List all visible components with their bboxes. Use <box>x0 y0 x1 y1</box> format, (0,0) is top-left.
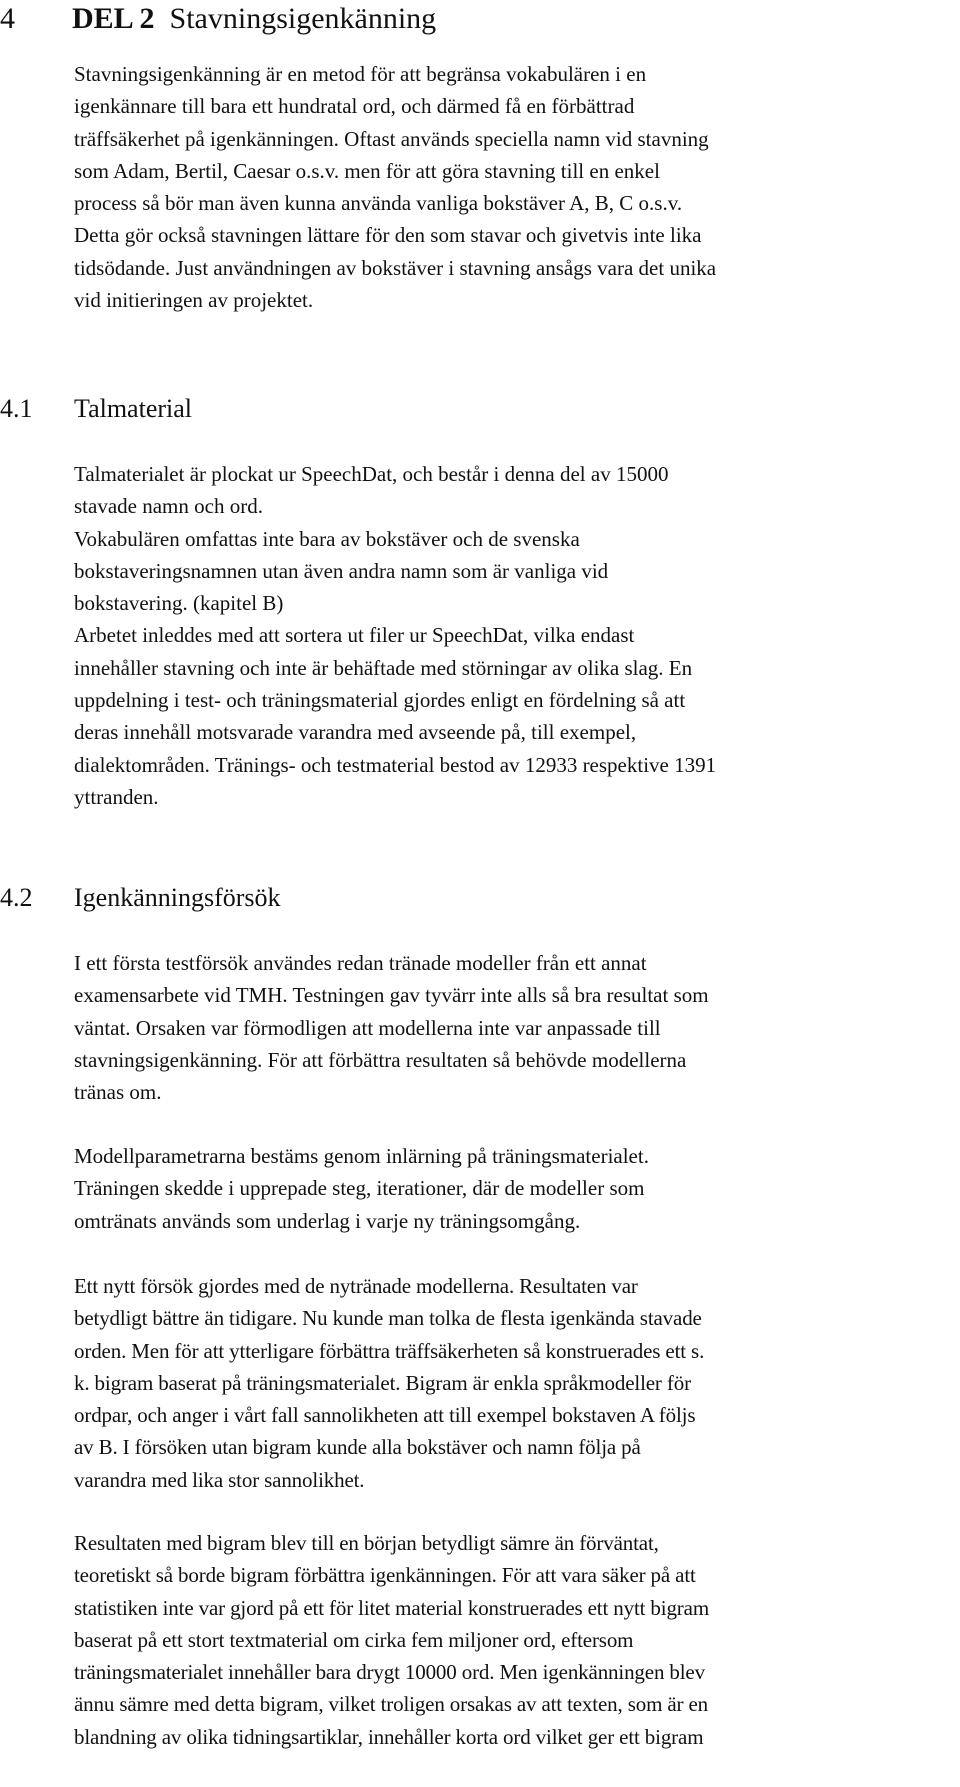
text-line: I ett första testförsök användes redan tränade modeller från ett annat <box>74 951 647 975</box>
intro-paragraph <box>74 58 944 316</box>
text-line: deras innehåll motsvarade varandra med avseende på, till exempel, <box>74 720 637 745</box>
text-line: väntat. Orsaken var förmodligen att modellerna inte var anpassade till <box>74 1015 661 1040</box>
text-line: bokstavering. (kapitel B) <box>74 591 284 616</box>
text-line: baserat på ett stort textmaterial om cirka fem miljoner ord, eftersom <box>74 1627 634 1652</box>
section-number: 4.2 <box>0 883 33 912</box>
text-line: orden. Men för att ytterligare förbättra träffsäkerheten så konstruerades ett s. <box>74 1338 705 1363</box>
chapter-heading <box>0 2 940 36</box>
text-line: tränas om. <box>74 1080 162 1105</box>
text-line: ännu sämre med detta bigram, vilket troligen orsakas av att texten, som är en <box>74 1692 708 1717</box>
text-line: bokstaveringsnamnen utan även andra namn som är vanliga vid <box>74 558 609 583</box>
igenkanning-paragraph-4 <box>74 1527 944 1753</box>
igenkanning-paragraph-1 <box>74 947 944 1108</box>
text-line: yttranden. <box>74 784 159 809</box>
text-line: ordpar, och anger i vårt fall sannolikheten att till exempel bokstaven A följs <box>74 1403 696 1428</box>
igenkanning-paragraph-3 <box>74 1270 944 1496</box>
text-line: uppdelning i test- och träningsmaterial gjordes enligt en fördelning så att <box>74 688 686 713</box>
text-line: av B. I försöken utan bigram kunde alla bokstäver och namn följa på <box>74 1435 641 1460</box>
text-line: Ett nytt försök gjordes med de nytränade modellerna. Resultaten var <box>74 1274 638 1298</box>
text-line: igenkännare till bara ett hundratal ord, och därmed få en förbättrad <box>74 94 635 119</box>
text-line: varandra med lika stor sannolikhet. <box>74 1467 365 1492</box>
text-line: Stavningsigenkänning är en metod för att begränsa vokabulären i en <box>74 62 647 86</box>
text-line: träningsmaterialet innehåller bara drygt 10000 ord. Men igenkänningen blev <box>74 1660 705 1685</box>
text-line: Resultaten med bigram blev till en början betydligt sämre än förväntat, <box>74 1531 659 1555</box>
text-line: innehåller stavning och inte är behäftade med störningar av olika slag. En <box>74 655 693 680</box>
text-line: examensarbete vid TMH. Testningen gav tyvärr inte alls så bra resultat som <box>74 983 709 1008</box>
text-line: stavningsigenkänning. För att förbättra resultaten så behövde modellerna <box>74 1047 687 1072</box>
chapter-title: Stavningsigenkänning <box>169 2 437 35</box>
text-line: vid initieringen av projektet. <box>74 288 314 313</box>
text-line: statistiken inte var gjord på ett för litet material konstruerades ett nytt bigram <box>74 1595 710 1620</box>
text-line: process så bör man även kunna använda vanliga bokstäver A, B, C o.s.v. <box>74 191 683 216</box>
text-line: träffsäkerhet på igenkänningen. Oftast används speciella namn vid stavning <box>74 126 709 151</box>
text-line: Vokabulären omfattas inte bara av bokstäver och de svenska <box>74 526 580 551</box>
section-heading-talmaterial <box>0 393 940 425</box>
text-line: dialektområden. Tränings- och testmaterial bestod av 12933 respektive 1391 <box>74 752 717 777</box>
text-line: Träningen skedde i upprepade steg, iterationer, där de modeller som <box>74 1176 645 1201</box>
text-line: Talmaterialet är plockat ur SpeechDat, och består i denna del av 15000 <box>74 462 669 486</box>
text-line: teoretiskt så borde bigram förbättra igenkänningen. För att vara säker på att <box>74 1563 696 1588</box>
text-line: Detta gör också stavningen lättare för den som stavar och givetvis inte lika <box>74 223 702 248</box>
igenkanning-paragraph-2 <box>74 1140 944 1237</box>
section-title: Talmaterial <box>74 394 193 423</box>
section-number: 4.1 <box>0 394 33 423</box>
text-line: blandning av olika tidningsartiklar, innehåller korta ord vilket ger ett bigram <box>74 1724 704 1749</box>
text-line: omtränats används som underlag i varje ny träningsomgång. <box>74 1208 581 1233</box>
section-heading-igenkanningsforsok <box>0 882 940 914</box>
section-title: Igenkänningsförsök <box>74 883 281 912</box>
chapter-part: DEL 2 <box>72 2 155 35</box>
talmaterial-paragraph <box>74 458 944 813</box>
text-line: tidsödande. Just användningen av bokstäver i stavning ansågs vara det unika <box>74 255 717 280</box>
text-line: betydligt bättre än tidigare. Nu kunde man tolka de flesta igenkända stavade <box>74 1306 702 1331</box>
text-line: Modellparametrarna bestäms genom inlärning på träningsmaterialet. <box>74 1144 649 1168</box>
text-line: k. bigram baserat på träningsmaterialet. Bigram är enkla språkmodeller för <box>74 1370 691 1395</box>
chapter-number: 4 <box>0 2 15 35</box>
text-line: Arbetet inleddes med att sortera ut filer ur SpeechDat, vilka endast <box>74 623 635 648</box>
text-line: som Adam, Bertil, Caesar o.s.v. men för att göra stavning till en enkel <box>74 158 660 183</box>
text-line: stavade namn och ord. <box>74 494 263 519</box>
